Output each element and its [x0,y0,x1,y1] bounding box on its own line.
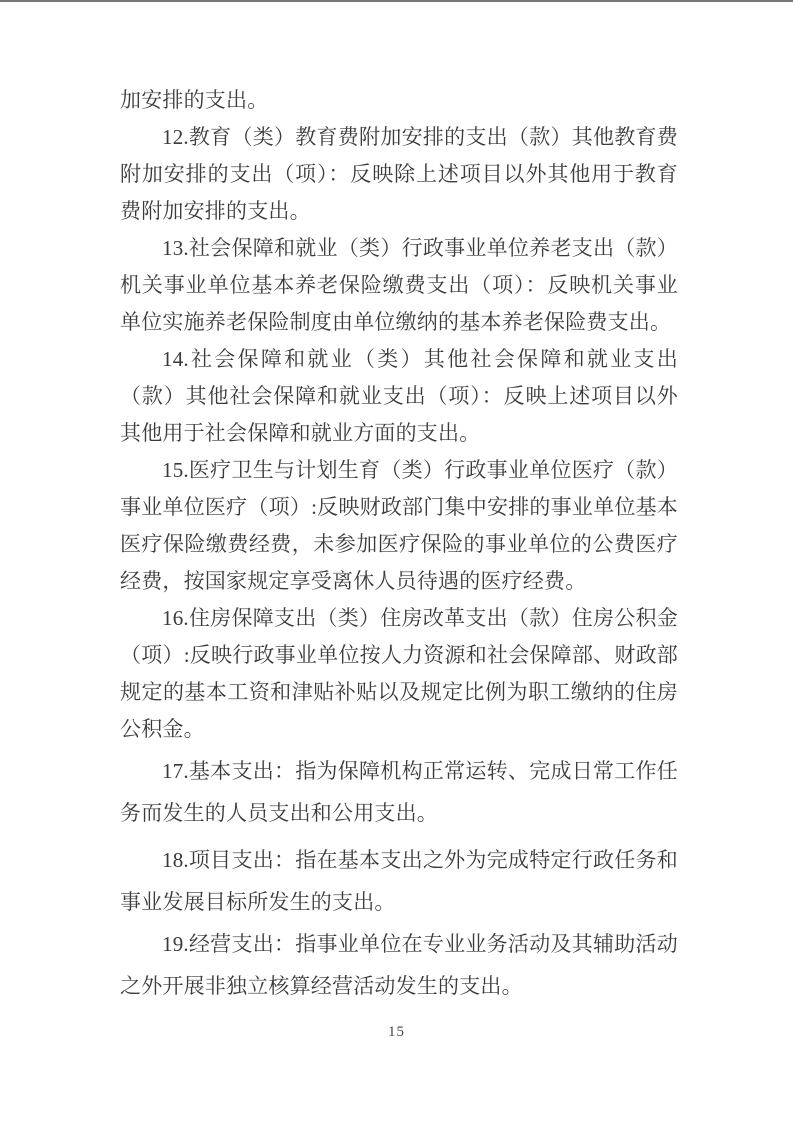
paragraph-19: 19.经营支出：指事业单位在专业业务活动及其辅助活动之外开展非独立核算经营活动发生的支出。 [120,932,678,998]
paragraph-12: 12.教育（类）教育费附加安排的支出（款）其他教育费附加安排的支出（项）：反映除上述项目以外其他用于教育费附加安排的支出。 [120,125,678,223]
paragraph-15: 15.医疗卫生与计划生育（类）行政事业单位医疗（款）事业单位医疗（项）:反映财政部门集中安排的事业单位基本医疗保险缴费经费，未参加医疗保险的事业单位的公费医疗经费，按国家规定享受离休人员待遇的医疗经费。 [120,458,678,593]
paragraph-11-continuation: 加安排的支出。 [120,88,269,112]
page-number: 15 [388,1024,405,1040]
paragraph-13: 13.社会保障和就业（类）行政事业单位养老支出（款）机关事业单位基本养老保险缴费支出（项）：反映机关事业单位实施养老保险制度由单位缴纳的基本养老保险费支出。 [120,236,678,334]
document-body [120,82,678,1007]
paragraph-14: 14.社会保障和就业（类）其他社会保障和就业支出（款）其他社会保障和就业支出（项）：反映上述项目以外其他用于社会保障和就业方面的支出。 [120,347,678,445]
paragraph-16: 16.住房保障支出（类）住房改革支出（款）住房公积金（项）:反映行政事业单位按人力资源和社会保障部、财政部规定的基本工资和津贴补贴以及规定比例为职工缴纳的住房公积金。 [120,606,678,741]
scan-edge-artifact [0,0,793,2]
paragraph-17: 17.基本支出：指为保障机构正常运转、完成日常工作任务而发生的人员支出和公用支出。 [120,759,678,825]
page-footer [0,1023,793,1041]
paragraph-18: 18.项目支出：指在基本支出之外为完成特定行政任务和事业发展目标所发生的支出。 [120,848,678,914]
